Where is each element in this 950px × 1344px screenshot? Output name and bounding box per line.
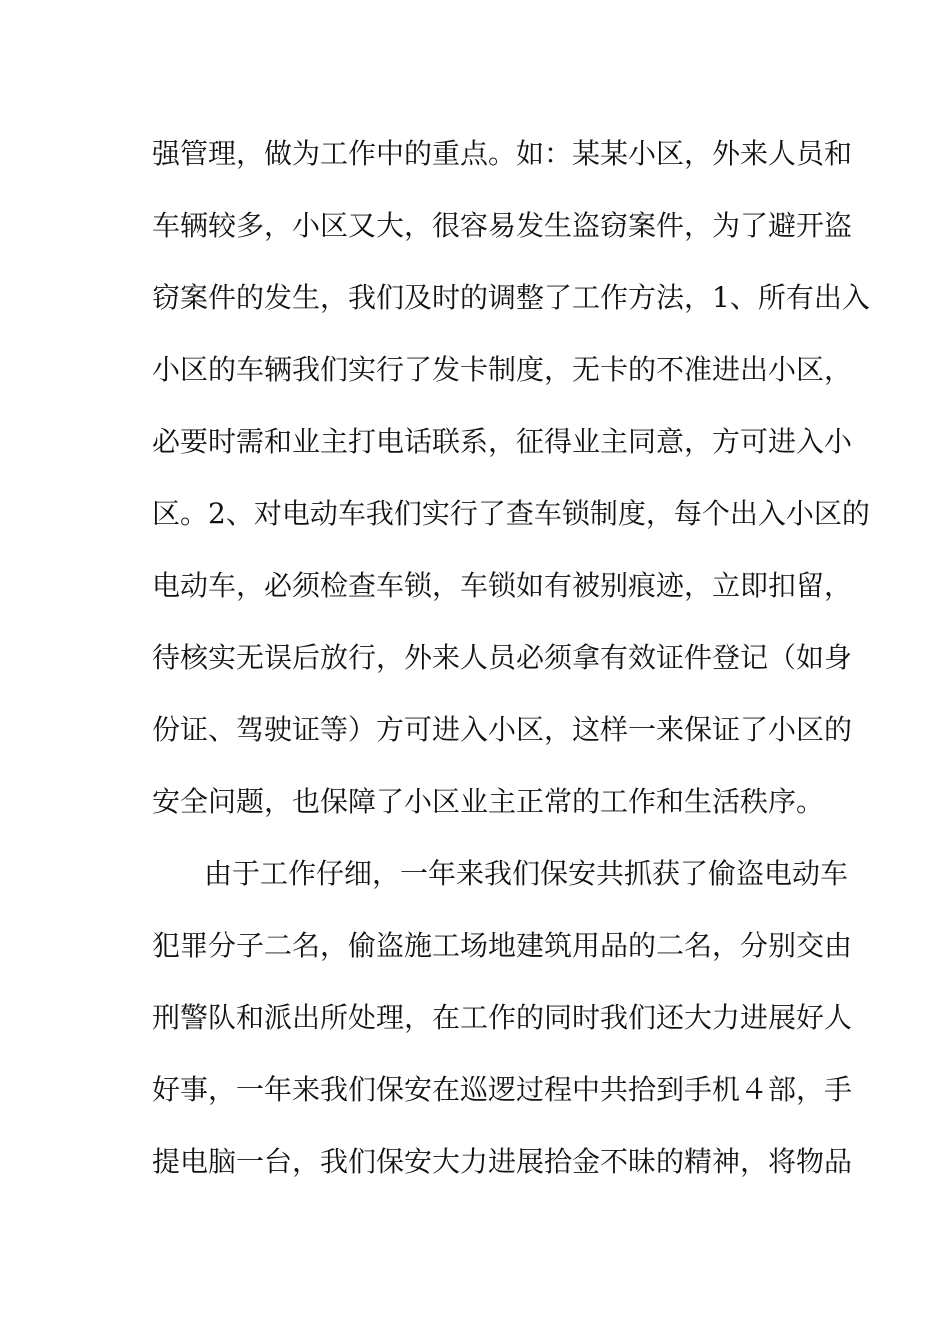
text-line: 区。2、对电动车我们实行了查车锁制度，每个出入小区的 [152,497,870,530]
text-line: 好事，一年来我们保安在巡逻过程中共拾到手机４部，手 [152,1073,853,1106]
text-line: 刑警队和派出所处理，在工作的同时我们还大力进展好人 [152,1001,853,1034]
text-line: 犯罪分子二名，偷盗施工场地建筑用品的二名，分别交由 [152,929,853,962]
text-line: 份证、驾驶证等）方可进入小区，这样一来保证了小区的 [152,713,853,746]
text-line: 强管理，做为工作中的重点。如：某某小区，外来人员和 [152,137,853,170]
body-text [152,130,870,1210]
text-line: 小区的车辆我们实行了发卡制度，无卡的不准进出小区， [152,353,853,386]
text-line: 提电脑一台，我们保安大力进展拾金不昧的精神，将物品 [152,1145,853,1178]
text-line: 电动车，必须检查车锁，车锁如有被别痕迹，立即扣留， [152,569,853,602]
text-line: 安全问题，也保障了小区业主正常的工作和生活秩序。 [152,785,825,818]
text-line: 待核实无误后放行，外来人员必须拿有效证件登记（如身 [152,641,853,674]
text-line: 必要时需和业主打电话联系，征得业主同意，方可进入小 [152,425,853,458]
text-line: 窃案件的发生，我们及时的调整了工作方法，1、所有出入 [152,281,870,314]
paragraph-start-line: 由于工作仔细，一年来我们保安共抓获了偷盗电动车 [204,857,849,890]
text-line: 车辆较多，小区又大，很容易发生盗窃案件，为了避开盗 [152,209,853,242]
